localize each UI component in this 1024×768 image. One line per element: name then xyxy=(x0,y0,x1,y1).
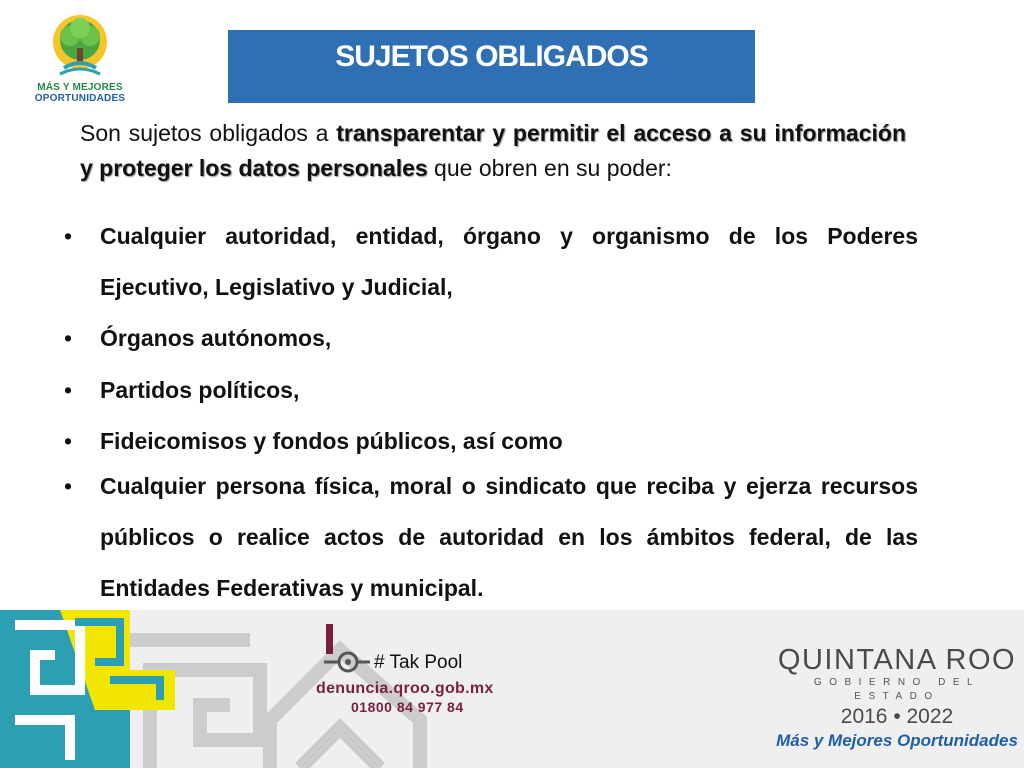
tak-pool-label: # Tak Pool xyxy=(374,652,463,673)
intro-paragraph xyxy=(80,116,906,186)
bullet-icon: • xyxy=(64,473,73,499)
government-label: GOBIERNO DEL ESTADO xyxy=(813,677,981,702)
intro-text-start: Son sujetos obligados a xyxy=(80,120,337,146)
page-title: SUJETOS OBLIGADOS xyxy=(335,40,648,73)
list-item-text: Cualquier autoridad, entidad, órgano y organismo de los Poderes Ejecutivo, Legislativo y Judicial, xyxy=(100,223,918,300)
title-bar xyxy=(228,30,755,103)
bullet-icon: • xyxy=(64,223,73,249)
state-name: QUINTANA ROO xyxy=(777,644,1017,676)
government-logo xyxy=(774,644,1020,752)
tree-icon xyxy=(50,14,110,80)
tak-pool-block xyxy=(310,622,510,718)
bullet-icon: • xyxy=(64,325,73,351)
list-item-text: Fideicomisos y fondos públicos, así como xyxy=(100,428,563,454)
list-item xyxy=(64,211,918,313)
list-item xyxy=(64,416,918,467)
administration-years: 2016 • 2022 xyxy=(840,705,954,728)
complaint-url: denuncia.qroo.gob.mx xyxy=(316,680,494,697)
list-item-text: Órganos autónomos, xyxy=(100,325,332,351)
complaint-phone: 01800 84 977 84 xyxy=(351,699,464,715)
government-slogan: Más y Mejores Oportunidades xyxy=(776,731,1018,750)
bullet-icon: • xyxy=(64,428,73,454)
footer-banner xyxy=(0,610,1024,768)
logo-line-2: OPORTUNIDADES xyxy=(34,93,126,104)
intro-text-end: que obren en su poder: xyxy=(427,155,672,181)
list-item-text: Cualquier persona física, moral o sindicato que reciba y ejerza recursos públicos o realice actos de autoridad en los ámbitos federal, de las Entidades Federativas y municipal. xyxy=(100,473,918,601)
logo-line-1: MÁS Y MEJORES xyxy=(37,82,123,93)
mas-y-mejores-logo xyxy=(28,14,132,106)
list-item xyxy=(64,313,918,364)
list-item xyxy=(64,461,918,614)
list-item-text: Partidos políticos, xyxy=(100,377,300,403)
tak-pool-icon xyxy=(322,624,374,676)
bullet-icon: • xyxy=(64,377,73,403)
intro-text-bold: transparentar y permitir el acceso a su información y proteger los datos personales xyxy=(80,120,907,181)
list-item xyxy=(64,365,918,416)
